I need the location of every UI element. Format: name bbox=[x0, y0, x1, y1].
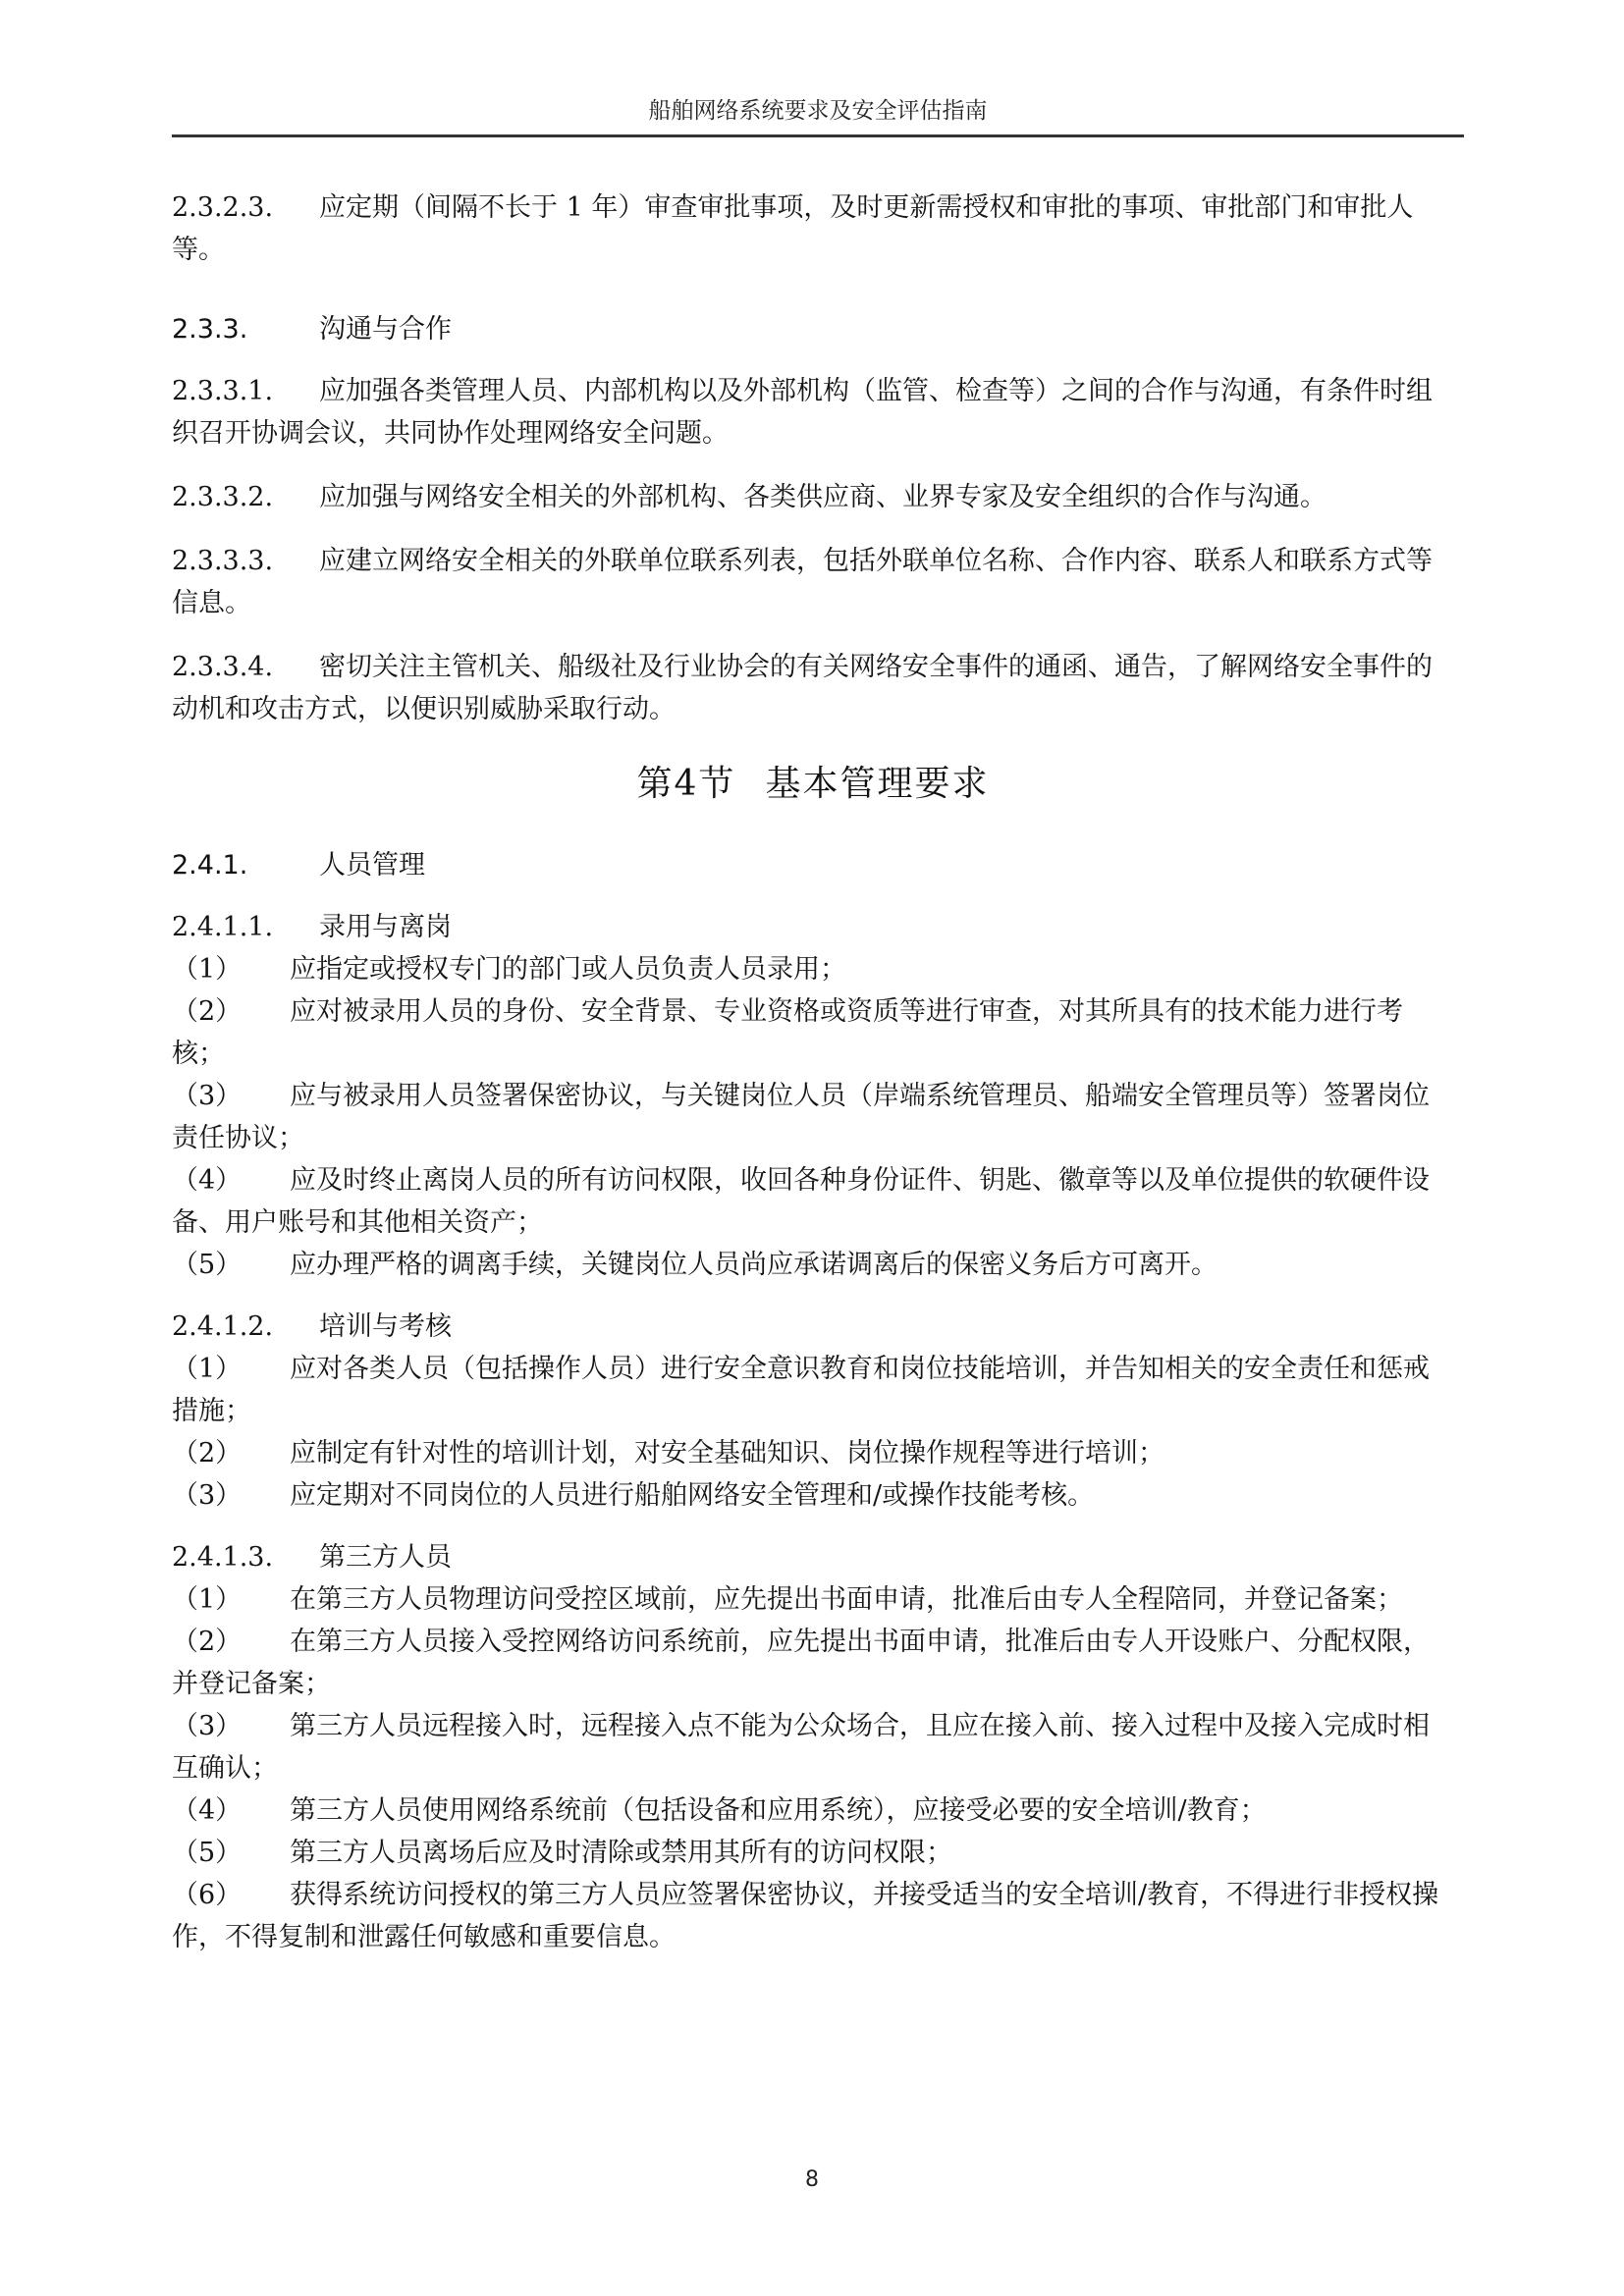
section-title bbox=[172, 760, 1454, 809]
clause-text: 应加强与网络安全相关的外部机构、各类供应商、业界专家及安全组织的合作与沟通。 bbox=[319, 482, 1326, 512]
list-item-number: （2） bbox=[172, 1438, 243, 1468]
list-item bbox=[172, 1432, 1454, 1474]
list-item bbox=[172, 1874, 1454, 1958]
subclause-text: 第三方人员 bbox=[319, 1542, 452, 1573]
list-item bbox=[172, 1244, 1454, 1286]
list-item-text: 第三方人员使用网络系统前（包括设备和应用系统），应接受必要的安全培训/教育； bbox=[290, 1795, 1267, 1826]
heading-2-4-1 bbox=[172, 844, 1454, 886]
list-item bbox=[172, 1621, 1454, 1705]
list-item bbox=[172, 1075, 1454, 1159]
clause-2-3-3-3 bbox=[172, 540, 1454, 624]
list-item-number: （3） bbox=[172, 1711, 243, 1741]
section-text: 基本管理要求 bbox=[765, 764, 990, 804]
list-item bbox=[172, 948, 1454, 990]
subclause-text: 培训与考核 bbox=[319, 1311, 452, 1342]
list-item-number: （1） bbox=[172, 1354, 243, 1384]
list-item-number: （3） bbox=[172, 1480, 243, 1511]
list-item bbox=[172, 1832, 1454, 1874]
list-item bbox=[172, 990, 1454, 1075]
list-item-text: 应制定有针对性的培训计划，对安全基础知识、岗位操作规程等进行培训； bbox=[290, 1438, 1164, 1468]
list-2-4-1-1 bbox=[172, 948, 1454, 1286]
clause-text: 密切关注主管机关、船级社及行业协会的有关网络安全事件的通函、通告，了解网络安全事件的动机和攻击方式，以便识别威胁采取行动。 bbox=[172, 652, 1433, 724]
list-item-number: （1） bbox=[172, 954, 243, 985]
list-item-number: （2） bbox=[172, 1627, 243, 1657]
list-item-number: （5） bbox=[172, 1250, 243, 1280]
clause-text: 应建立网络安全相关的外联单位联系列表，包括外联单位名称、合作内容、联系人和联系方式等信息。 bbox=[172, 546, 1433, 618]
list-item-number: （1） bbox=[172, 1584, 243, 1615]
header-divider bbox=[172, 134, 1464, 137]
list-item-number: （4） bbox=[172, 1795, 243, 1826]
list-item-text: 应及时终止离岗人员的所有访问权限，收回各种身份证件、钥匙、徽章等以及单位提供的软硬件设备、用户账号和其他相关资产； bbox=[172, 1165, 1430, 1238]
list-2-4-1-2 bbox=[172, 1348, 1454, 1517]
section-number: 第4节 bbox=[636, 764, 736, 804]
list-item-text: 应办理严格的调离手续，关键岗位人员尚应承诺调离后的保密义务后方可离开。 bbox=[290, 1250, 1218, 1280]
subclause-number: 2.4.1.3. bbox=[172, 1542, 274, 1573]
list-item-number: （6） bbox=[172, 1880, 243, 1910]
list-item-number: （5） bbox=[172, 1838, 243, 1868]
subclause-text: 录用与离岗 bbox=[319, 912, 452, 942]
list-item-text: 第三方人员离场后应及时清除或禁用其所有的访问权限； bbox=[290, 1838, 952, 1868]
clause-2-3-3-2 bbox=[172, 476, 1454, 518]
heading-text: 沟通与合作 bbox=[319, 314, 452, 345]
list-item-text: 应对被录用人员的身份、安全背景、专业资格或资质等进行审查，对其所具有的技术能力进行考核； bbox=[172, 996, 1403, 1069]
clause-text: 应加强各类管理人员、内部机构以及外部机构（监管、检查等）之间的合作与沟通，有条件时组织召开协调会议，共同协作处理网络安全问题。 bbox=[172, 376, 1433, 449]
list-item bbox=[172, 1789, 1454, 1832]
list-item bbox=[172, 1578, 1454, 1621]
running-header: 船舶网络系统要求及安全评估指南 bbox=[648, 98, 988, 124]
subclause-number: 2.4.1.2. bbox=[172, 1311, 274, 1342]
clause-2-3-2-3 bbox=[172, 187, 1454, 271]
list-item bbox=[172, 1705, 1454, 1789]
heading-text: 人员管理 bbox=[319, 850, 425, 881]
list-item-text: 应定期对不同岗位的人员进行船舶网络安全管理和/或操作技能考核。 bbox=[290, 1480, 1095, 1511]
list-item-text: 应指定或授权专门的部门或人员负责人员录用； bbox=[290, 954, 846, 985]
list-item-text: 应与被录用人员签署保密协议，与关键岗位人员（岸端系统管理员、船端安全管理员等）签署岗位责任协议； bbox=[172, 1081, 1430, 1153]
clause-2-3-3-1 bbox=[172, 370, 1454, 454]
list-item-number: （4） bbox=[172, 1165, 243, 1196]
clause-number: 2.3.3.2. bbox=[172, 482, 274, 512]
clause-number: 2.3.3.4. bbox=[172, 652, 274, 682]
clause-number: 2.3.3.3. bbox=[172, 546, 274, 576]
page-body bbox=[172, 187, 1454, 1978]
list-item bbox=[172, 1159, 1454, 1244]
list-item-text: 第三方人员远程接入时，远程接入点不能为公众场合，且应在接入前、接入过程中及接入完成时相互确认； bbox=[172, 1711, 1430, 1784]
subclause-2-4-1-3 bbox=[172, 1536, 1454, 1578]
list-item bbox=[172, 1474, 1454, 1517]
list-item-number: （2） bbox=[172, 996, 243, 1027]
heading-number: 2.3.3. bbox=[172, 314, 248, 345]
list-item-number: （3） bbox=[172, 1081, 243, 1111]
subclause-2-4-1-1 bbox=[172, 906, 1454, 948]
list-item-text: 获得系统访问授权的第三方人员应签署保密协议，并接受适当的安全培训/教育，不得进行非授权操作，不得复制和泄露任何敏感和重要信息。 bbox=[172, 1880, 1439, 1952]
list-item-text: 在第三方人员接入受控网络访问系统前，应先提出书面申请，批准后由专人开设账户、分配权限，并登记备案； bbox=[172, 1627, 1430, 1699]
list-item bbox=[172, 1348, 1454, 1432]
heading-2-3-3 bbox=[172, 308, 1454, 350]
clause-number: 2.3.2.3. bbox=[172, 192, 274, 223]
heading-number: 2.4.1. bbox=[172, 850, 248, 881]
list-item-text: 应对各类人员（包括操作人员）进行安全意识教育和岗位技能培训，并告知相关的安全责任和惩戒措施； bbox=[172, 1354, 1430, 1426]
list-2-4-1-3 bbox=[172, 1578, 1454, 1958]
clause-2-3-3-4 bbox=[172, 646, 1454, 730]
clause-text: 应定期（间隔不长于 1 年）审查审批事项，及时更新需授权和审批的事项、审批部门和审批人等。 bbox=[172, 192, 1414, 265]
subclause-2-4-1-2 bbox=[172, 1306, 1454, 1348]
clause-number: 2.3.3.1. bbox=[172, 376, 274, 406]
page-number: 8 bbox=[805, 2167, 819, 2192]
list-item-text: 在第三方人员物理访问受控区域前，应先提出书面申请，批准后由专人全程陪同，并登记备案； bbox=[290, 1584, 1403, 1615]
subclause-number: 2.4.1.1. bbox=[172, 912, 274, 942]
